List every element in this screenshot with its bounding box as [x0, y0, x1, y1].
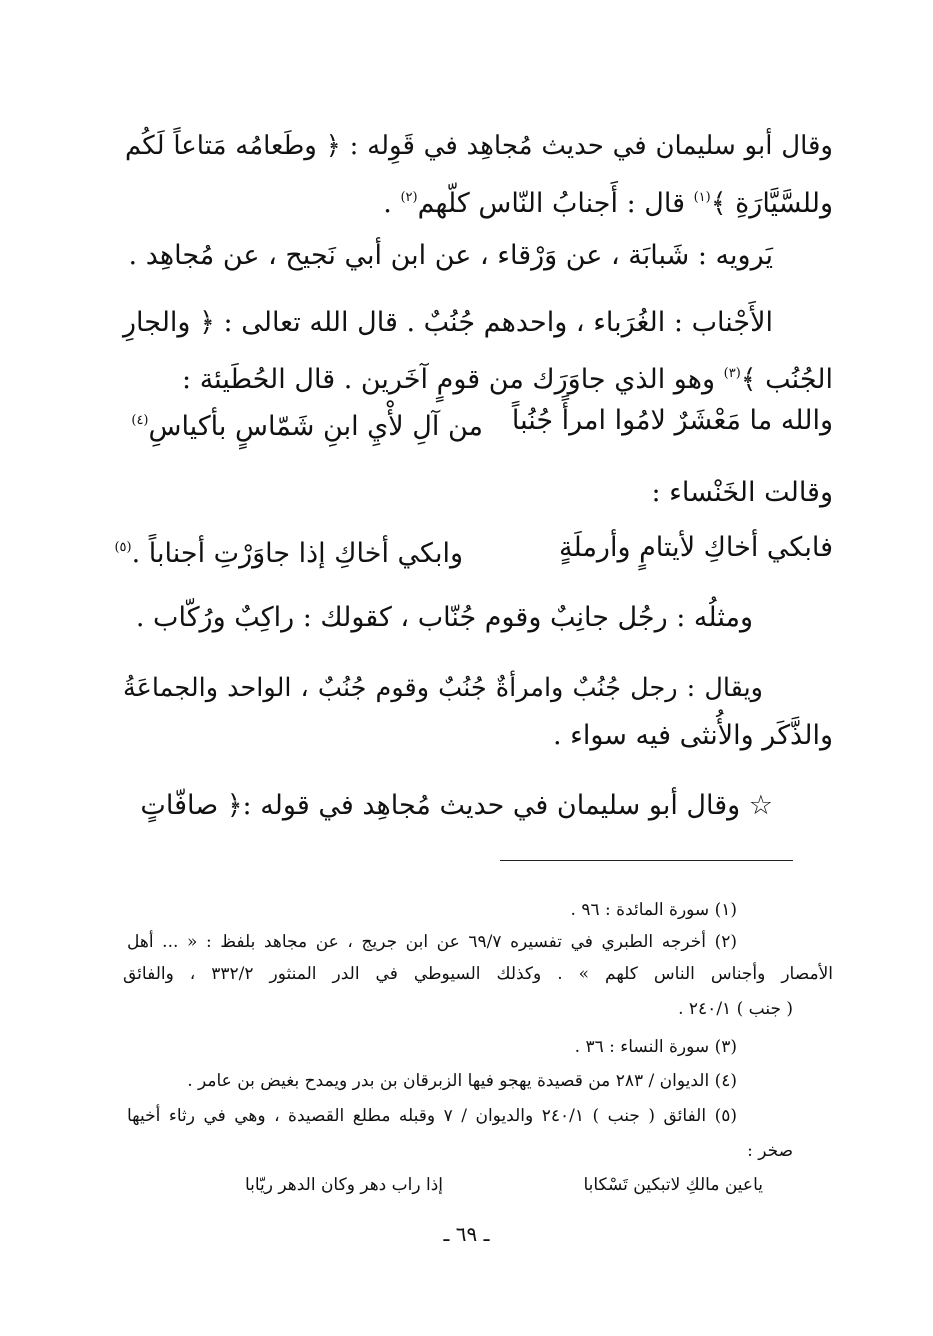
paragraph-3-line-1: الأَجْناب : الغُرَباء ، واحدهم جُنُبٌ . قال الله تعالى : ﴿ والجارِ — [123, 307, 773, 338]
footnote-ref-4: (٤) — [131, 413, 149, 428]
verse-1-second-hemistich: من آلِ لأْيِ ابنِ شَمّاسٍ بأكياسِ$^{(٤)}$ — [131, 411, 483, 442]
footnote-4: (٤) الديوان / ٢٨٣ من قصيدة يهجو فيها الزبرقان بن بدر ويمدح بغيض بن عامر . — [187, 1071, 737, 1091]
footnote-1: (١) سورة المائدة : ٩٦ . — [570, 900, 737, 920]
paragraph-1-line-1: وقال أبو سليمان في حديث مُجاهِد في قَوِله : ﴿ وطَعامُه مَتاعاً لَكُم — [125, 131, 833, 161]
page-number: ـ ٦٩ ـ — [443, 1222, 490, 1246]
footnote-5-line-1: (٥) الفائق ( جنب ) ٢٤٠/١ والديوان / ٧ وقبله مطلع القصيدة ، وهي في رثاء أخيها — [127, 1106, 737, 1126]
paragraph-5: ومثلُه : رجُل جانِبٌ وقوم جُنّاب ، كقولك : راكِبٌ ورُكّاب . — [135, 602, 753, 633]
paragraph-1-line-2: وللسَّيَّارَةِ ﴾$^{(١)}$ قال : أَجنابُ النّاس كلّهم$^{(٢)}$ . — [383, 188, 833, 219]
footnote-2-line-3: ( جنب ) ٢٤٠/١ . — [678, 999, 793, 1019]
footnote-ref-1: (١) — [693, 190, 711, 205]
verse-1-first-hemistich: والله ما مَعْشَرٌ لامُوا امرأً جُنُباً — [511, 405, 833, 436]
paragraph-2: يَرويه : شَبابَة ، عن وَرْقاء ، عن ابن أبي نَجيح ، عن مُجاهِد . — [128, 240, 773, 271]
verse-3-first-hemistich: ياعين مالكِ لاتبكين تَسْكابا — [583, 1175, 763, 1195]
footnote-ref-2: (٢) — [400, 190, 418, 205]
footnote-5-line-2: صخر : — [747, 1141, 793, 1161]
verse-3-second-hemistich: إذا راب دهر وكان الدهر ريّابا — [244, 1175, 443, 1195]
paragraph-3-line-2: الجُنُب ﴾$^{(٣)}$ وهو الذي جاوَرَك من قومٍ آخَرين . قال الحُطَيئة : — [182, 364, 833, 395]
verse-2-first-hemistich: فابكي أخاكِ لأيتامٍ وأرملَةٍ — [559, 532, 833, 563]
paragraph-7: ☆ وقال أبو سليمان في حديث مُجاهِد في قوله :﴿ صافّاتٍ — [140, 790, 773, 821]
footnote-ref-3: (٣) — [723, 366, 741, 381]
footnote-ref-5: (٥) — [114, 540, 132, 555]
footnote-2-line-2: الأمصار وأجناس الناس كلهم » . وكذلك السيوطي في الدر المنثور ٣٣٢/٢ ، والفائق — [123, 964, 833, 984]
footnote-3: (٣) سورة النساء : ٣٦ . — [574, 1037, 737, 1057]
paragraph-4: وقالت الخَنْساء : — [651, 477, 833, 508]
footnote-2-line-1: (٢) أخرجه الطبري في تفسيره ٦٩/٧ عن ابن جريج ، عن مجاهد بلفظ : « ... أهل — [127, 932, 737, 952]
paragraph-6-line-2: والذَّكَر والأُنثى فيه سواء . — [552, 720, 833, 751]
verse-2-second-hemistich: وابكي أخاكِ إذا جاوَرْتِ أجناباً .$^{(٥)}$ — [114, 538, 463, 569]
footnote-separator — [500, 860, 793, 861]
paragraph-6-line-1: ويقال : رجل جُنُبٌ وامرأةٌ جُنُبٌ وقوم جُنُبٌ ، الواحد والجماعَةُ — [123, 673, 763, 703]
